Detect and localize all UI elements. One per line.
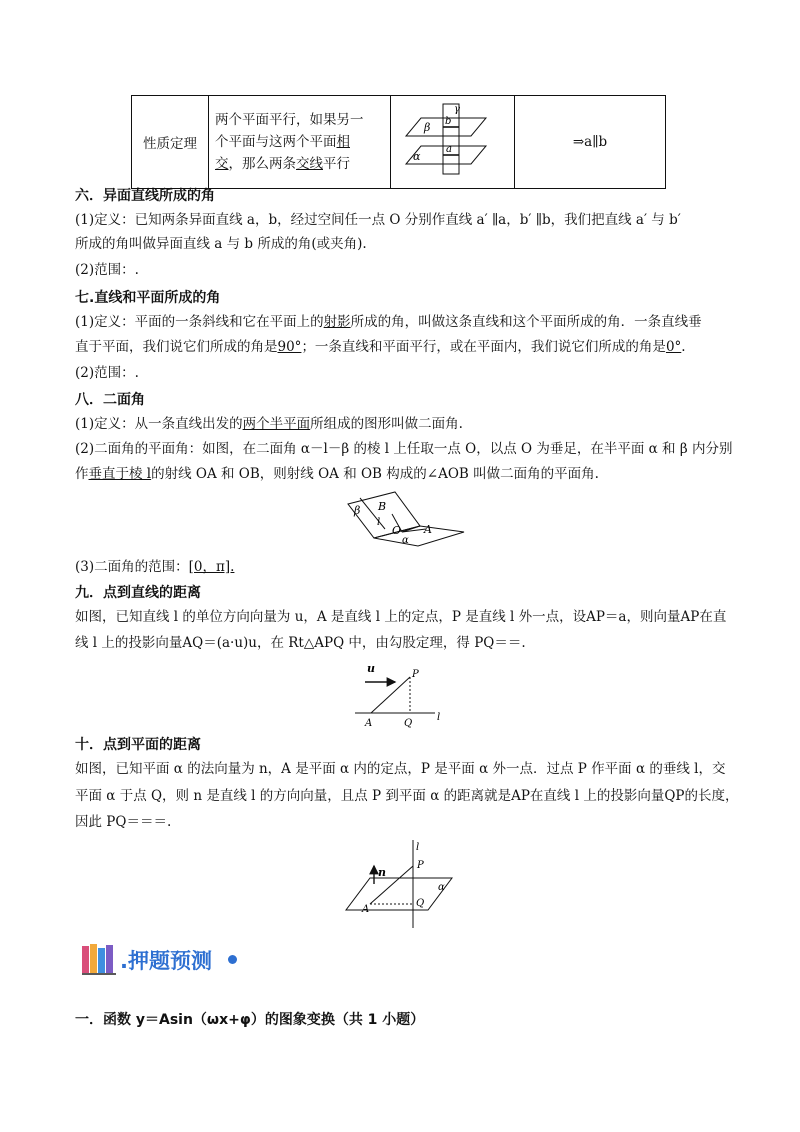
text-segment: 个平面与这两个平面 xyxy=(215,134,337,150)
text-segment: ；一条直线和平面平行，或在平面内，我们说它们所成的角是 xyxy=(301,339,666,355)
section-10-line-3: 因此 PQ＝＝＝. xyxy=(75,814,172,830)
fig-Q-label: Q xyxy=(416,898,425,909)
fig-O-label: O xyxy=(392,524,402,537)
section-6-line-2: 所成的角叫做异面直线 a 与 b 所成的角(或夹角). xyxy=(75,236,367,252)
section-8-line-3 xyxy=(75,464,599,484)
banner-dot-icon xyxy=(228,955,237,964)
text-segment: ，那么两条 xyxy=(228,156,296,172)
parallel-planes-figure xyxy=(391,96,514,184)
theorem-text-line-1: 两个平面平行，如果另一 xyxy=(215,112,364,128)
fig-B-label: B xyxy=(378,500,387,513)
fig-A-label: A xyxy=(424,523,432,536)
text-segment: (1)定义：从一条直线出发的 xyxy=(75,416,243,432)
text-segment: 的射线 OA 和 OB，则射线 OA 和 OB 构成的∠AOB 叫做二面角的平面角. xyxy=(151,466,599,482)
fig-n-label: n xyxy=(378,866,386,879)
section-7-line-3: (2)范围：. xyxy=(75,365,139,381)
underlined-answer: 垂直于棱 l xyxy=(88,466,152,482)
fig-Q-label: Q xyxy=(404,718,413,729)
section-7-heading: 七.直线和平面所成的角 xyxy=(75,290,221,306)
fig-alpha-label: α xyxy=(438,882,445,893)
question-1-heading: 一．函数 y＝Asin（ωx+φ）的图象变换（共 1 小题） xyxy=(75,1012,425,1028)
section-banner xyxy=(80,940,260,980)
dihedral-angle-figure xyxy=(340,488,470,550)
section-8-heading: 八．二面角 xyxy=(75,392,145,408)
underlined-answer: 两个半平面 xyxy=(242,416,311,432)
underlined-answer: 射影 xyxy=(323,314,351,330)
theorem-text-cell xyxy=(209,96,391,189)
theorem-text-line-3 xyxy=(215,153,390,175)
fig-l-label: l xyxy=(377,517,381,528)
section-8-line-2: (2)二面角的平面角：如图，在二面角 α－l－β 的棱 l 上任取一点 O，以点 O 为垂足，在半平面 α 和 β 内分别 xyxy=(75,441,733,457)
underlined-answer: 交线 xyxy=(296,156,323,172)
text-segment: (1)定义：平面的一条斜线和它在平面上的 xyxy=(75,314,324,330)
underlined-answer: 交 xyxy=(215,156,229,172)
fig-b-label: b xyxy=(445,116,452,127)
point-line-distance-figure xyxy=(355,660,455,730)
fig-l-label: l xyxy=(416,842,420,853)
section-7-line-2 xyxy=(75,337,686,357)
section-8-line-1 xyxy=(75,414,463,434)
text-segment: 作 xyxy=(75,466,89,482)
property-table xyxy=(131,95,666,189)
theorem-text-line-2 xyxy=(215,131,390,153)
section-10-heading: 十．点到平面的距离 xyxy=(75,737,201,753)
point-plane-distance-figure xyxy=(340,838,470,930)
underlined-answer: [0，π]. xyxy=(188,559,235,575)
text-segment: 直于平面，我们说它们所成的角是 xyxy=(75,339,278,355)
section-10-line-2: 平面 α 于点 Q，则 n 是直线 l 的方向向量，且点 P 到平面 α 的距离就是AP在直线 l 上的投影向量QP的长度， xyxy=(75,788,739,804)
fig-beta-label: β xyxy=(424,121,431,134)
text-segment: 所成的角，叫做这条直线和这个平面所成的角．一条直线垂 xyxy=(350,314,702,330)
section-8-line-4 xyxy=(75,557,234,577)
fig-alpha-label: α xyxy=(413,150,421,163)
banner-title: .押题预测 xyxy=(120,949,212,973)
underlined-answer: 0° xyxy=(665,339,682,355)
section-9-line-2: 线 l 上的投影向量AQ＝(a·u)u，在 Rt△APQ 中，由勾股定理，得 PQ＝＝. xyxy=(75,635,526,651)
books-icon xyxy=(80,942,122,976)
text-segment: 所组成的图形叫做二面角. xyxy=(310,416,463,432)
theorem-name-cell xyxy=(132,96,209,189)
text-segment: . xyxy=(681,339,686,355)
fig-gamma-label: γ xyxy=(454,104,460,115)
section-6-line-3: (2)范围：. xyxy=(75,262,139,278)
fig-a-label: a xyxy=(446,144,452,155)
fig-A-label: A xyxy=(365,718,373,729)
text-segment: 平行 xyxy=(323,156,350,172)
fig-P-label: P xyxy=(417,860,424,871)
theorem-figure-cell xyxy=(391,96,515,189)
section-6-heading: 六．异面直线所成的角 xyxy=(75,188,215,204)
fig-P-label: P xyxy=(412,669,419,680)
fig-l-label: l xyxy=(437,712,441,723)
fig-alpha-label: α xyxy=(402,535,409,546)
section-6-line-1: (1)定义：已知两条异面直线 a，b，经过空间任一点 O 分别作直线 a′ ∥a，b′ ∥b，我们把直线 a′ 与 b′ xyxy=(75,212,681,228)
underlined-answer: 90° xyxy=(277,339,302,355)
theorem-result: ⇒a∥b xyxy=(572,134,608,150)
fig-beta-label: β xyxy=(354,504,361,517)
underlined-answer: 相 xyxy=(336,134,350,150)
theorem-name: 性质定理 xyxy=(143,136,197,152)
theorem-result-cell xyxy=(515,96,666,189)
section-9-line-1: 如图，已知直线 l 的单位方向向量为 u，A 是直线 l 上的定点，P 是直线 l 外一点，设AP＝a，则向量AP在直 xyxy=(75,609,727,625)
fig-u-label: u xyxy=(367,662,375,675)
fig-A-label: A xyxy=(362,904,370,915)
section-9-heading: 九．点到直线的距离 xyxy=(75,585,201,601)
section-7-line-1 xyxy=(75,312,702,332)
section-10-line-1: 如图，已知平面 α 的法向量为 n，A 是平面 α 内的定点，P 是平面 α 外一点．过点 P 作平面 α 的垂线 l，交 xyxy=(75,761,726,777)
text-segment: (3)二面角的范围： xyxy=(75,559,189,575)
